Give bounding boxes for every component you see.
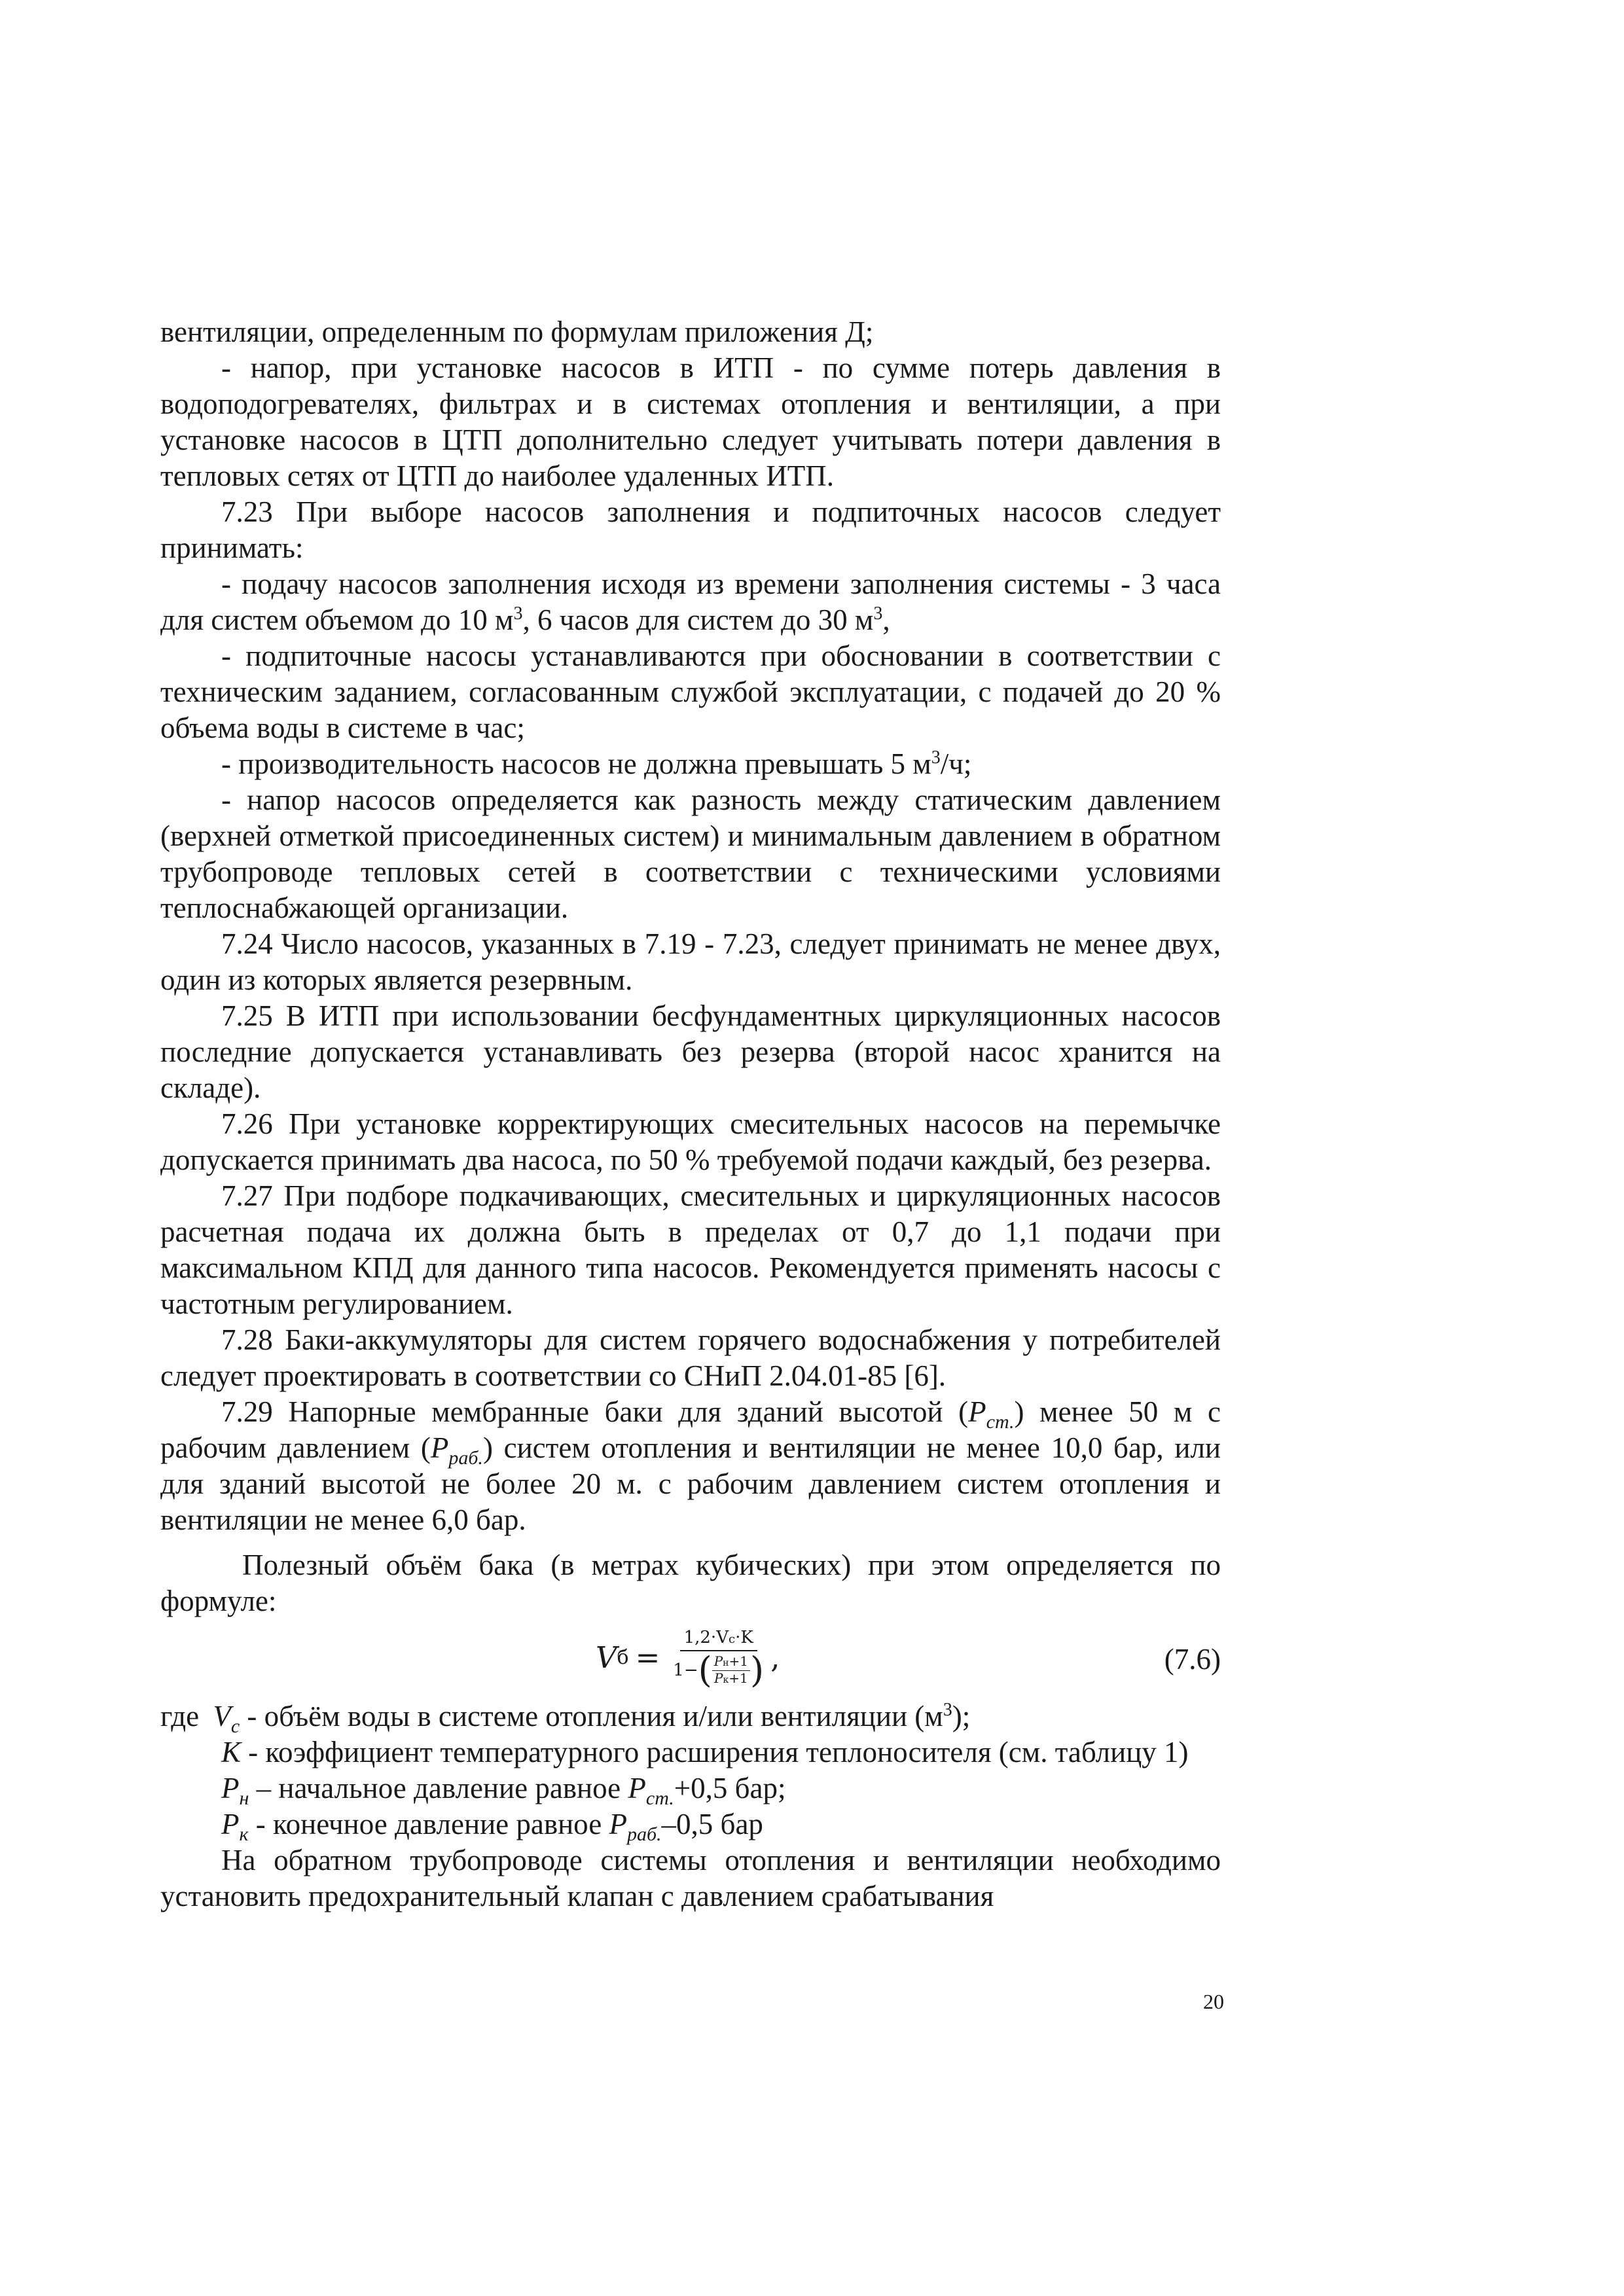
legend-line-pk: [160, 1806, 1221, 1845]
paragraph-last: На обратном трубопроводе системы отопления и вентиляции необходимо установить предохранительный клапан с давлением срабатывания: [160, 1844, 1221, 1912]
symbol-p: P: [609, 1808, 627, 1840]
paragraph: Полезный объём бака (в метрах кубических) при этом определяется по формуле:: [160, 1549, 1221, 1617]
formula-number: (7.6): [1164, 1643, 1221, 1676]
paragraph: - подпиточные насосы устанавливаются при обосновании в соответствии с техническим заданием, согласованным службой эксплуатации, с подачей до 20 % объема воды в системе в час;: [160, 639, 1221, 744]
text: );: [952, 1700, 971, 1732]
inner-num-sub: н: [723, 1657, 729, 1668]
subscript: раб.: [448, 1447, 483, 1469]
inner-den-tail: +1: [729, 1670, 748, 1686]
superscript: 3: [513, 603, 523, 624]
text: ) систем отопления и вентиляции не менее 10,0 бар, или для зданий высотой не более 20 м. с рабочим давлением систем отопления и вентиляции не менее 6,0 бар.: [160, 1431, 1221, 1536]
subscript: ст.: [986, 1411, 1015, 1433]
paragraph-7-27: 7.27 При подборе подкачивающих, смесительных и циркуляционных насосов расчетная подача их должна быть в пределах от 0,7 до 1,1 подачи при максимальном КПД для данного типа насосов. Рекомендуется применять насосы с частотным регулированием.: [160, 1179, 1221, 1320]
paragraph: [160, 566, 1221, 638]
text: 7.29 Напорные мембранные баки для зданий высотой (: [221, 1395, 969, 1428]
paragraph-7-23: 7.23 При выборе насосов заполнения и подпиточных насосов следует принимать:: [160, 495, 1221, 564]
symbol-p: P: [221, 1808, 240, 1840]
formula-comma: ,: [770, 1640, 780, 1675]
subscript: с: [230, 1715, 240, 1737]
paragraph-7-28: 7.28 Баки-аккумуляторы для систем горячего водоснабжения у потребителей следует проектировать в соответствии со СНиП 2.04.01-85 [6].: [160, 1323, 1221, 1392]
legend-line-v: [160, 1698, 1221, 1737]
page-number: 20: [1203, 1990, 1224, 2013]
symbol-k: К: [221, 1736, 241, 1768]
paragraph-7-29: [160, 1394, 1221, 1538]
formula-lhs-sub: б: [617, 1646, 629, 1669]
symbol-v: V: [213, 1700, 231, 1732]
text: - объём воды в системе отопления и/или вентиляции (м: [240, 1700, 943, 1732]
formula-7-6: [160, 1622, 1221, 1697]
paren-close: ): [749, 1649, 765, 1691]
text: – начальное давление равное: [249, 1772, 628, 1804]
paragraph: - напор, при установке насосов в ИТП - по сумме потерь давления в водоподогревателях, фильтрах и в системах отопления и вентиляции, а при установке насосов в ЦТП дополнительно следует учитывать потери давления в тепловых сетях от ЦТП до наиболее удаленных ИТП.: [160, 351, 1221, 492]
numerator-tail: ·K: [735, 1628, 753, 1647]
text: +0,5 бар;: [674, 1772, 786, 1804]
formula: [596, 1627, 780, 1691]
symbol-p: P: [628, 1772, 646, 1804]
inner-den-sub: к: [723, 1674, 729, 1685]
paragraph: вентиляции, определенным по формулам приложения Д;: [160, 315, 874, 348]
inner-den-p: P: [713, 1670, 723, 1686]
paragraph-7-24: 7.24 Число насосов, указанных в 7.19 - 7.23, следует принимать не менее двух, один из которых является резервным.: [160, 927, 1221, 996]
text: - конечное давление равное: [248, 1808, 609, 1840]
text: ) менее 50 м с рабочим давлением (: [160, 1395, 1221, 1464]
numerator-sub: с: [728, 1632, 736, 1646]
equals-sign: =: [635, 1640, 660, 1675]
superscript: 3: [873, 603, 883, 624]
text: /ч;: [940, 747, 972, 780]
text: - подачу насосов заполнения исходя из времени заполнения системы - 3 часа для систем объемом до 10 м: [160, 567, 1221, 636]
paragraph: - напор насосов определяется как разность между статическим давлением (верхней отметкой присоединенных систем) и минимальным давлением в обратном трубопроводе тепловых сетей в соответствии с техническими условиями теплоснабжающей организации.: [160, 783, 1221, 924]
superscript: 3: [931, 747, 941, 768]
subscript: к: [239, 1823, 249, 1845]
text: - коэффициент температурного расширения теплоносителя (см. таблицу 1): [240, 1736, 1189, 1768]
paragraph-7-26: 7.26 При установке корректирующих смесительных насосов на перемычке допускается принимать два насоса, по 50 % требуемой подачи каждый, без резерва.: [160, 1107, 1221, 1176]
paren-open: (: [698, 1649, 712, 1691]
paragraph-7-25: 7.25 В ИТП при использовании бесфундаментных циркуляционных насосов последние допускается устанавливать без резерва (второй насос хранится на складе).: [160, 999, 1221, 1104]
symbol-p: P: [430, 1431, 449, 1464]
numerator-text: 1,2·V: [683, 1628, 729, 1647]
fraction-denominator: [669, 1649, 768, 1691]
document-page: [160, 314, 1221, 1914]
legend-line-pn: [160, 1770, 1221, 1809]
subscript: н: [239, 1787, 249, 1809]
inner-fraction: [712, 1654, 750, 1687]
inner-num-tail: +1: [729, 1653, 748, 1669]
subscript: раб.: [626, 1823, 662, 1845]
text: где: [160, 1700, 207, 1732]
text: - производительность насосов не должна превышать 5 м: [221, 747, 931, 780]
inner-num-p: P: [713, 1653, 723, 1669]
superscript: 3: [943, 1700, 952, 1720]
text: –0,5 бар: [661, 1808, 763, 1840]
fraction-numerator: [680, 1627, 757, 1651]
formula-lhs: V: [596, 1640, 617, 1675]
legend-line-k: [160, 1734, 1221, 1770]
subscript: ст.: [645, 1787, 674, 1809]
fraction: [669, 1627, 768, 1691]
symbol-p: P: [968, 1395, 986, 1428]
text: , 6 часов для систем до 30 м: [522, 603, 874, 636]
inner-numerator: [712, 1654, 750, 1671]
paragraph: [160, 746, 1221, 782]
symbol-p: P: [221, 1772, 240, 1804]
text: ,: [882, 603, 890, 636]
inner-denominator: [714, 1671, 748, 1687]
denominator-prefix: 1−: [673, 1660, 698, 1680]
